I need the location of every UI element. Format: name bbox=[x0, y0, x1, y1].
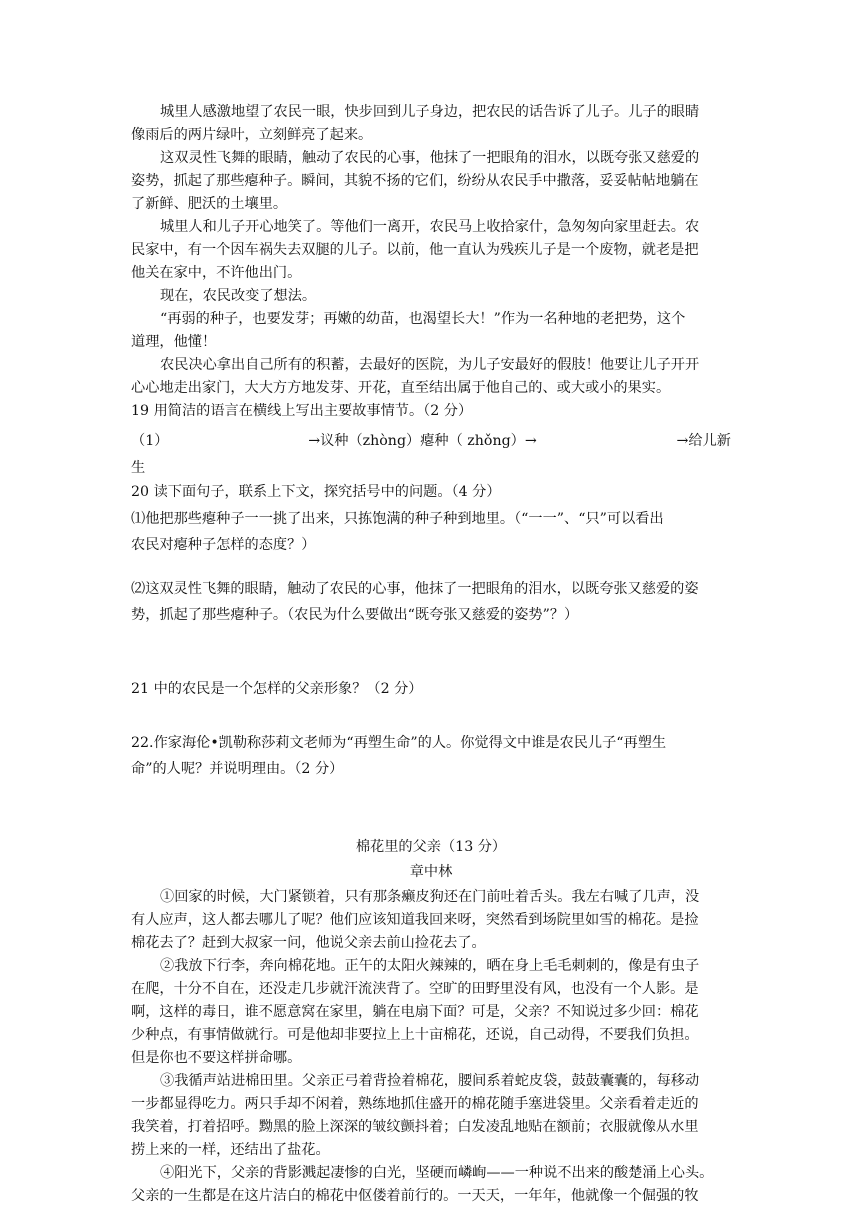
paragraph-line: 在爬，十分不自在，还没走几步就汗流浃背了。空旷的田野里没有风，也没有一个人影。是 bbox=[131, 981, 699, 997]
paragraph-line: 像雨后的两片绿叶，立刻鲜亮了起来。 bbox=[131, 127, 373, 143]
paragraph-line: 捞上来的一样，还结出了盐花。 bbox=[131, 1142, 330, 1158]
paragraph-line: 有人应声，这人都去哪儿了呢？他们应该知道我回来呀，突然看到场院里如雪的棉花。是捡 bbox=[131, 912, 699, 928]
paragraph-line: ②我放下行李，奔向棉花地。正午的太阳火辣辣的，晒在身上毛毛刺刺的，像是有虫子 bbox=[160, 958, 700, 974]
paragraph-line: 这双灵性飞舞的眼睛，触动了农民的心事，他抹了一把眼角的泪水，以既夸张又慈爱的 bbox=[160, 150, 700, 166]
paragraph-line: 城里人感激地望了农民一眼，快步回到儿子身边，把农民的话告诉了儿子。儿子的眼睛 bbox=[160, 104, 700, 120]
question-20-1: ⑴他把那些瘪种子一一挑了出来，只拣饱满的种子种到地里。（“一一”、“只”可以看出 bbox=[131, 511, 664, 527]
blank-3-label: →给儿新 bbox=[676, 433, 731, 449]
question-20: 20 读下面句子，联系上下文，探究括号中的问题。（4 分） bbox=[131, 484, 501, 500]
blank-1-label: （1） bbox=[131, 433, 169, 449]
paragraph-line: 他关在家中，不许他出门。 bbox=[131, 265, 302, 281]
paragraph-line: 农民决心拿出自己所有的积蓄，去最好的医院，为儿子安最好的假肢！他要让儿子开开 bbox=[160, 357, 700, 373]
question-21: 21 中的农民是一个怎样的父亲形象？（2 分） bbox=[131, 681, 423, 697]
paragraph-line: 少种点，有事情做就行。可是他却非要拉上上十亩棉花，还说，自己动得，不要我们负担。 bbox=[131, 1027, 699, 1043]
paragraph-line: “再弱的种子，也要发芽；再嫩的幼苗，也渴望长大！”作为一名种地的老把势，这个 bbox=[160, 311, 686, 327]
paragraph-line: 一步都显得吃力。两只手却不闲着，熟练地抓住盛开的棉花随手塞进袋里。父亲看着走近的 bbox=[131, 1096, 699, 1112]
question-20-1: 农民对瘪种子怎样的态度？） bbox=[131, 537, 316, 553]
passage-title: 棉花里的父亲（13 分） bbox=[355, 839, 507, 855]
blank-2-label: →议种（zhòng）瘪种（ zhǒng）→ bbox=[308, 433, 537, 449]
paragraph-line: ④阳光下，父亲的背影溅起凄惨的白光，坚硬而嶙峋——一种说不出来的酸楚涌上心头。 bbox=[160, 1165, 714, 1181]
paragraph-line: 姿势，抓起了那些瘪种子。瞬间，其貌不扬的它们，纷纷从农民手中撒落，妥妥帖帖地躺在 bbox=[131, 173, 699, 189]
paragraph-line: 但是你也不要这样拼命哪。 bbox=[131, 1050, 302, 1066]
question-22: 命”的人呢？并说明理由。（2 分） bbox=[131, 761, 344, 777]
paragraph-line: 我笑着，打着招呼。黝黑的脸上深深的皱纹颤抖着；白发凌乱地贴在额前；衣服就像从水里 bbox=[131, 1119, 699, 1135]
paragraph-line: ③我循声站进棉田里。父亲正弓着背捡着棉花，腰间系着蛇皮袋，鼓鼓囊囊的，每移动 bbox=[160, 1073, 700, 1089]
paragraph-line: 父亲的一生都是在这片洁白的棉花中伛偻着前行的。一天天，一年年，他就像一个倔强的牧 bbox=[131, 1188, 699, 1204]
question-19-tail: 生 bbox=[131, 460, 146, 476]
paragraph-line: 道理，他懂！ bbox=[131, 334, 217, 350]
paragraph-line: 心心地走出家门，大大方方地发芽、开花，直至结出属于他自己的、或大或小的果实。 bbox=[131, 380, 671, 396]
question-20-2: ⑵这双灵性飞舞的眼睛，触动了农民的心事，他抹了一把眼角的泪水，以既夸张又慈爱的姿 bbox=[131, 581, 699, 597]
question-20-2: 势，抓起了那些瘪种子。（农民为什么要做出“既夸张又慈爱的姿势”？） bbox=[131, 607, 579, 623]
question-19: 19 用简洁的语言在横线上写出主要故事情节。（2 分） bbox=[131, 403, 473, 419]
paragraph-line: 啊，这样的毒日，谁不愿意窝在家里，躺在电扇下面？可是，父亲？不知说过多少回：棉花 bbox=[131, 1004, 699, 1020]
paragraph-line: 了新鲜、肥沃的土壤里。 bbox=[131, 196, 288, 212]
question-22: 22.作家海伦•凯勒称莎莉文老师为“再塑生命”的人。你觉得文中谁是农民儿子“再塑生 bbox=[131, 735, 667, 751]
paragraph-line: 现在，农民改变了想法。 bbox=[160, 288, 317, 304]
passage-author: 章中林 bbox=[409, 864, 453, 880]
paragraph-line: 民家中，有一个因车祸失去双腿的儿子。以前，他一直认为残疾儿子是一个废物，就老是把 bbox=[131, 242, 699, 258]
paragraph-line: 城里人和儿子开心地笑了。等他们一离开，农民马上收拾家什，急匆匆向家里赶去。农 bbox=[160, 219, 700, 235]
question-19-blanks bbox=[131, 429, 731, 453]
paragraph-line: 棉花去了？赶到大叔家一问，他说父亲去前山捡花去了。 bbox=[131, 935, 486, 951]
paragraph-line: ①回家的时候，大门紧锁着，只有那条癞皮狗还在门前吐着舌头。我左右喊了几声，没 bbox=[160, 889, 700, 905]
